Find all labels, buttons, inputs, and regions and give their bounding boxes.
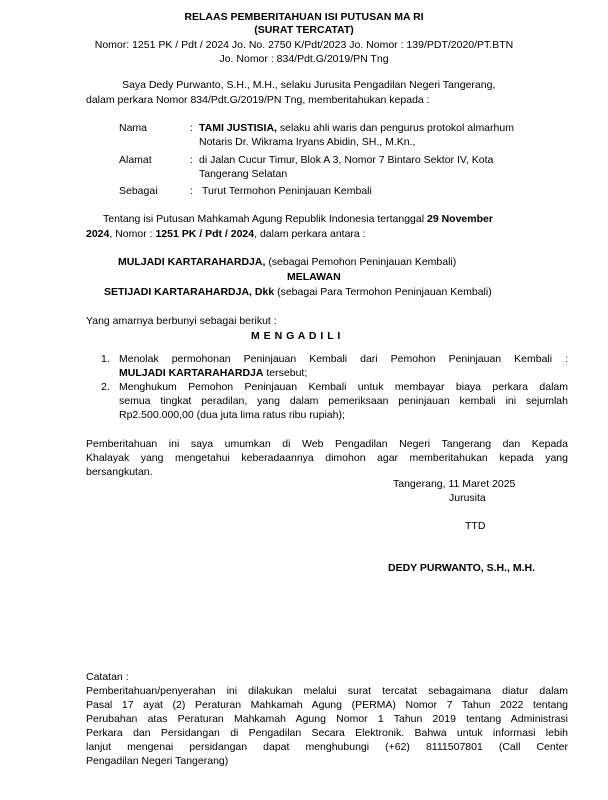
verdict-item-2-number: 2. [101, 381, 110, 393]
note-line-6: Pengadilan Negeri Tangerang) [86, 755, 229, 767]
decision-number: 1251 PK / Pdt / 2024 [155, 228, 255, 240]
verdict-item-1-number: 1. [101, 353, 110, 365]
verdict-item-1-party: MULJADI KARTARAHARDJA [119, 367, 264, 379]
petitioner-name: MULJADI KARTARAHARDJA, [118, 256, 266, 268]
nama-value-line2: Notaris Dr. Wikrama Iryans Abidin, SH., M.Kn., [199, 136, 416, 148]
verdict-item-2-line2: semua tingkat peradilan, yang dalam pemeriksaan peninjauan kembali ini sejumlah [119, 395, 568, 407]
signature-ttd: TTD [465, 520, 486, 532]
verdict-intro: Yang amarnya berbunyi sebagai berikut : [86, 315, 277, 327]
note-line-2: Pasal 17 ayat (2) Peraturan Mahkamah Agung (PERMA) Nomor 7 Tahun 2022 tentang [86, 699, 568, 711]
nama-colon: : [190, 122, 193, 134]
sebagai-value: Turut Termohon Peninjauan Kembali [202, 185, 372, 197]
decision-date: 29 November [426, 213, 493, 225]
verdict-item-1-line1: Menolak permohonan Peninjauan Kembali dari Pemohon Peninjauan Kembali : [119, 353, 568, 365]
petitioner-line [118, 256, 456, 269]
recipient-name: TAMI JUSTISIA, [199, 122, 277, 134]
case-numbers-line2: Jo. Nomor : 834/Pdt.G/2019/PN Tng [219, 53, 389, 65]
note-line-3: Perubahan atas Peraturan Mahkamah Agung Nomor 1 Tahun 2019 tentang Administrasi [86, 713, 568, 725]
note-line-4: Perkara dan Persidangan di Pengadilan Secara Elektronik. Bahwa untuk informasi lebih [86, 727, 568, 739]
decision-year: 2024 [86, 228, 110, 240]
signature-name: DEDY PURWANTO, S.H., M.H. [388, 562, 536, 574]
note-line-1: Pemberitahuan/penyerahan ini dilakukan melalui surat tercatat sebagaimana diatur dalam [86, 685, 568, 697]
versus-label: MELAWAN [287, 271, 341, 283]
verdict-item-2-line3: Rp2.500.000,00 (dua juta lima ratus ribu rupiah); [119, 409, 345, 421]
decision-intro-tail: , dalam perkara antara : [254, 228, 366, 240]
signature-place-date: Tangerang, 11 Maret 2025 [393, 478, 516, 490]
document-subtitle: (SURAT TERCATAT) [254, 24, 354, 36]
intro-line2: dalam perkara Nomor 834/Pdt.G/2019/PN Tng, memberitahukan kepada : [86, 94, 430, 106]
decision-intro-text: Tentang isi Putusan Mahkamah Agung Republik Indonesia tertanggal [103, 213, 425, 225]
sebagai-colon: : [190, 185, 193, 197]
verdict-heading: M E N G A D I L I [251, 330, 341, 342]
alamat-label: Alamat [119, 154, 152, 166]
announcement-line3: bersangkutan. [86, 466, 153, 478]
note-label: Catatan : [86, 671, 129, 683]
verdict-item-1-tail: tersebut; [266, 367, 308, 379]
respondent-role: (sebagai Para Termohon Peninjauan Kembali) [277, 286, 492, 298]
announcement-line2: Khalayak yang mengetahui keberadaannya dimohon agar memberitahukan kepada yang [86, 452, 568, 464]
announcement-line1: Pemberitahuan ini saya umumkan di Web Pengadilan Negeri Tangerang dan Kepada [86, 438, 568, 450]
nama-value [199, 122, 514, 135]
decision-intro-line2 [86, 228, 366, 241]
alamat-value-line1: di Jalan Cucur Timur, Blok A 3, Nomor 7 Bintaro Sektor IV, Kota [199, 154, 494, 166]
intro-line1: Saya Dedy Purwanto, S.H., M.H., selaku Jurusita Pengadilan Negeri Tangerang, [122, 79, 496, 91]
case-numbers-line1: Nomor: 1251 PK / Pdt / 2024 Jo. No. 2750 K/Pdt/2023 Jo. Nomor : 139/PDT/2020/PT.BTN [94, 39, 514, 51]
alamat-value-line2: Tangerang Selatan [199, 168, 288, 180]
decision-nomor-label: , Nomor : [109, 228, 153, 240]
note-line-5: lanjut mengenai persidangan dapat menghubungi (+62) 8111507801 (Call Center [86, 741, 568, 753]
verdict-item-1-line2 [119, 367, 307, 380]
decision-intro-line1 [103, 213, 493, 226]
recipient-description: selaku ahli waris dan pengurus protokol almarhum [279, 122, 514, 134]
alamat-colon: : [190, 154, 193, 166]
signature-role: Jurusita [449, 492, 486, 504]
document-title: RELAAS PEMBERITAHUAN ISI PUTUSAN MA RI [184, 11, 424, 23]
nama-label: Nama [119, 122, 148, 134]
respondent-name: SETIJADI KARTARAHARDJA, Dkk [104, 286, 275, 298]
sebagai-label: Sebagai [119, 185, 158, 197]
respondent-line [104, 286, 492, 299]
petitioner-role: (sebagai Pemohon Peninjauan Kembali) [268, 256, 457, 268]
verdict-item-2-line1: Menghukum Pemohon Peninjauan Kembali untuk membayar biaya perkara dalam [119, 381, 568, 393]
